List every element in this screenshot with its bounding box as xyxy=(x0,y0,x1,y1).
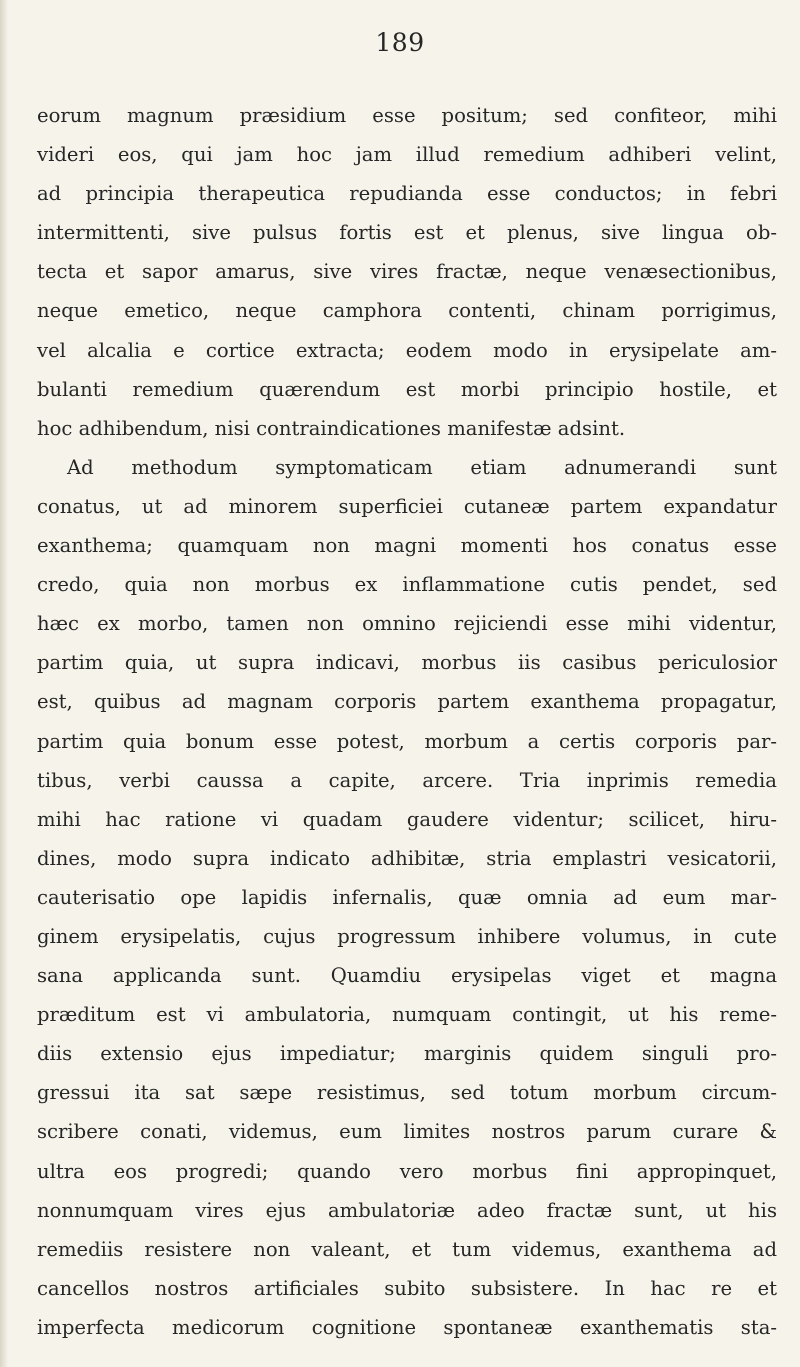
text-line: dines, modo supra indicato adhibitæ, stria emplastri vesicatorii, xyxy=(37,846,777,870)
text-line: cancellos nostros artificiales subito subsistere. In hac re et xyxy=(37,1276,777,1300)
text-line: remediis resistere non valeant, et tum videmus, exanthema ad xyxy=(37,1237,777,1261)
text-line: ad principia therapeutica repudianda esse conductos; in febri xyxy=(37,182,777,206)
text-line: neque emetico, neque camphora contenti, chinam porrigimus, xyxy=(37,299,777,323)
text-line: partim quia bonum esse potest, morbum a certis corporis par- xyxy=(37,729,777,753)
text-line: bulanti remedium quærendum est morbi principio hostile, et xyxy=(37,377,777,401)
text-line: tecta et sapor amarus, sive vires fractæ, neque venæsectionibus, xyxy=(37,260,777,284)
text-line: tibus, verbi caussa a capite, arcere. Tria inprimis remedia xyxy=(37,768,777,792)
text-line: cauterisatio ope lapidis infernalis, quæ omnia ad eum mar- xyxy=(37,885,777,909)
body-text xyxy=(37,96,777,1347)
text-line: credo, quia non morbus ex inflammatione cutis pendet, sed xyxy=(37,573,777,597)
text-line: gressui ita sat sæpe resistimus, sed totum morbum circum- xyxy=(37,1081,777,1105)
text-line: hæc ex morbo, tamen non omnino rejiciendi esse mihi videntur, xyxy=(37,612,777,636)
text-line: præditum est vi ambulatoria, numquam contingit, ut his reme- xyxy=(37,1003,777,1027)
paragraph-start-line: Ad methodum symptomaticam etiam adnumerandi sunt xyxy=(67,455,777,479)
text-line: ginem erysipelatis, cujus progressum inhibere volumus, in cute xyxy=(37,924,777,948)
text-line: eorum magnum præsidium esse positum; sed confiteor, mihi xyxy=(37,104,777,127)
text-line: intermittenti, sive pulsus fortis est et plenus, sive lingua ob- xyxy=(37,221,777,245)
text-line: vel alcalia e cortice extracta; eodem modo in erysipelate am- xyxy=(37,338,777,362)
text-line: mihi hac ratione vi quadam gaudere videntur; scilicet, hiru- xyxy=(37,807,777,831)
text-line: nonnumquam vires ejus ambulatoriæ adeo fractæ sunt, ut his xyxy=(37,1198,777,1222)
text-line: exanthema; quamquam non magni momenti hos conatus esse xyxy=(37,534,777,558)
page-edge xyxy=(0,0,8,1367)
text-line: sana applicanda sunt. Quamdiu erysipelas viget et magna xyxy=(37,964,777,988)
text-line: conatus, ut ad minorem superficiei cutaneæ partem expandatur xyxy=(37,494,777,518)
text-line: diis extensio ejus impediatur; marginis quidem singuli pro- xyxy=(37,1042,777,1066)
page-number: 189 xyxy=(375,28,425,57)
paragraph-end-line: hoc adhibendum, nisi contraindicationes manifestæ adsint. xyxy=(37,416,626,440)
text-line: est, quibus ad magnam corporis partem exanthema propagatur, xyxy=(37,690,777,714)
text-line: ultra eos progredi; quando vero morbus fini appropinquet, xyxy=(37,1159,777,1183)
text-line: partim quia, ut supra indicavi, morbus iis casibus periculosior xyxy=(37,651,777,675)
text-line: scribere conati, videmus, eum limites nostros parum curare & xyxy=(37,1120,777,1144)
text-line: imperfecta medicorum cognitione spontaneæ exanthematis sta- xyxy=(37,1315,777,1339)
text-line: videri eos, qui jam hoc jam illud remedium adhiberi velint, xyxy=(37,143,777,167)
